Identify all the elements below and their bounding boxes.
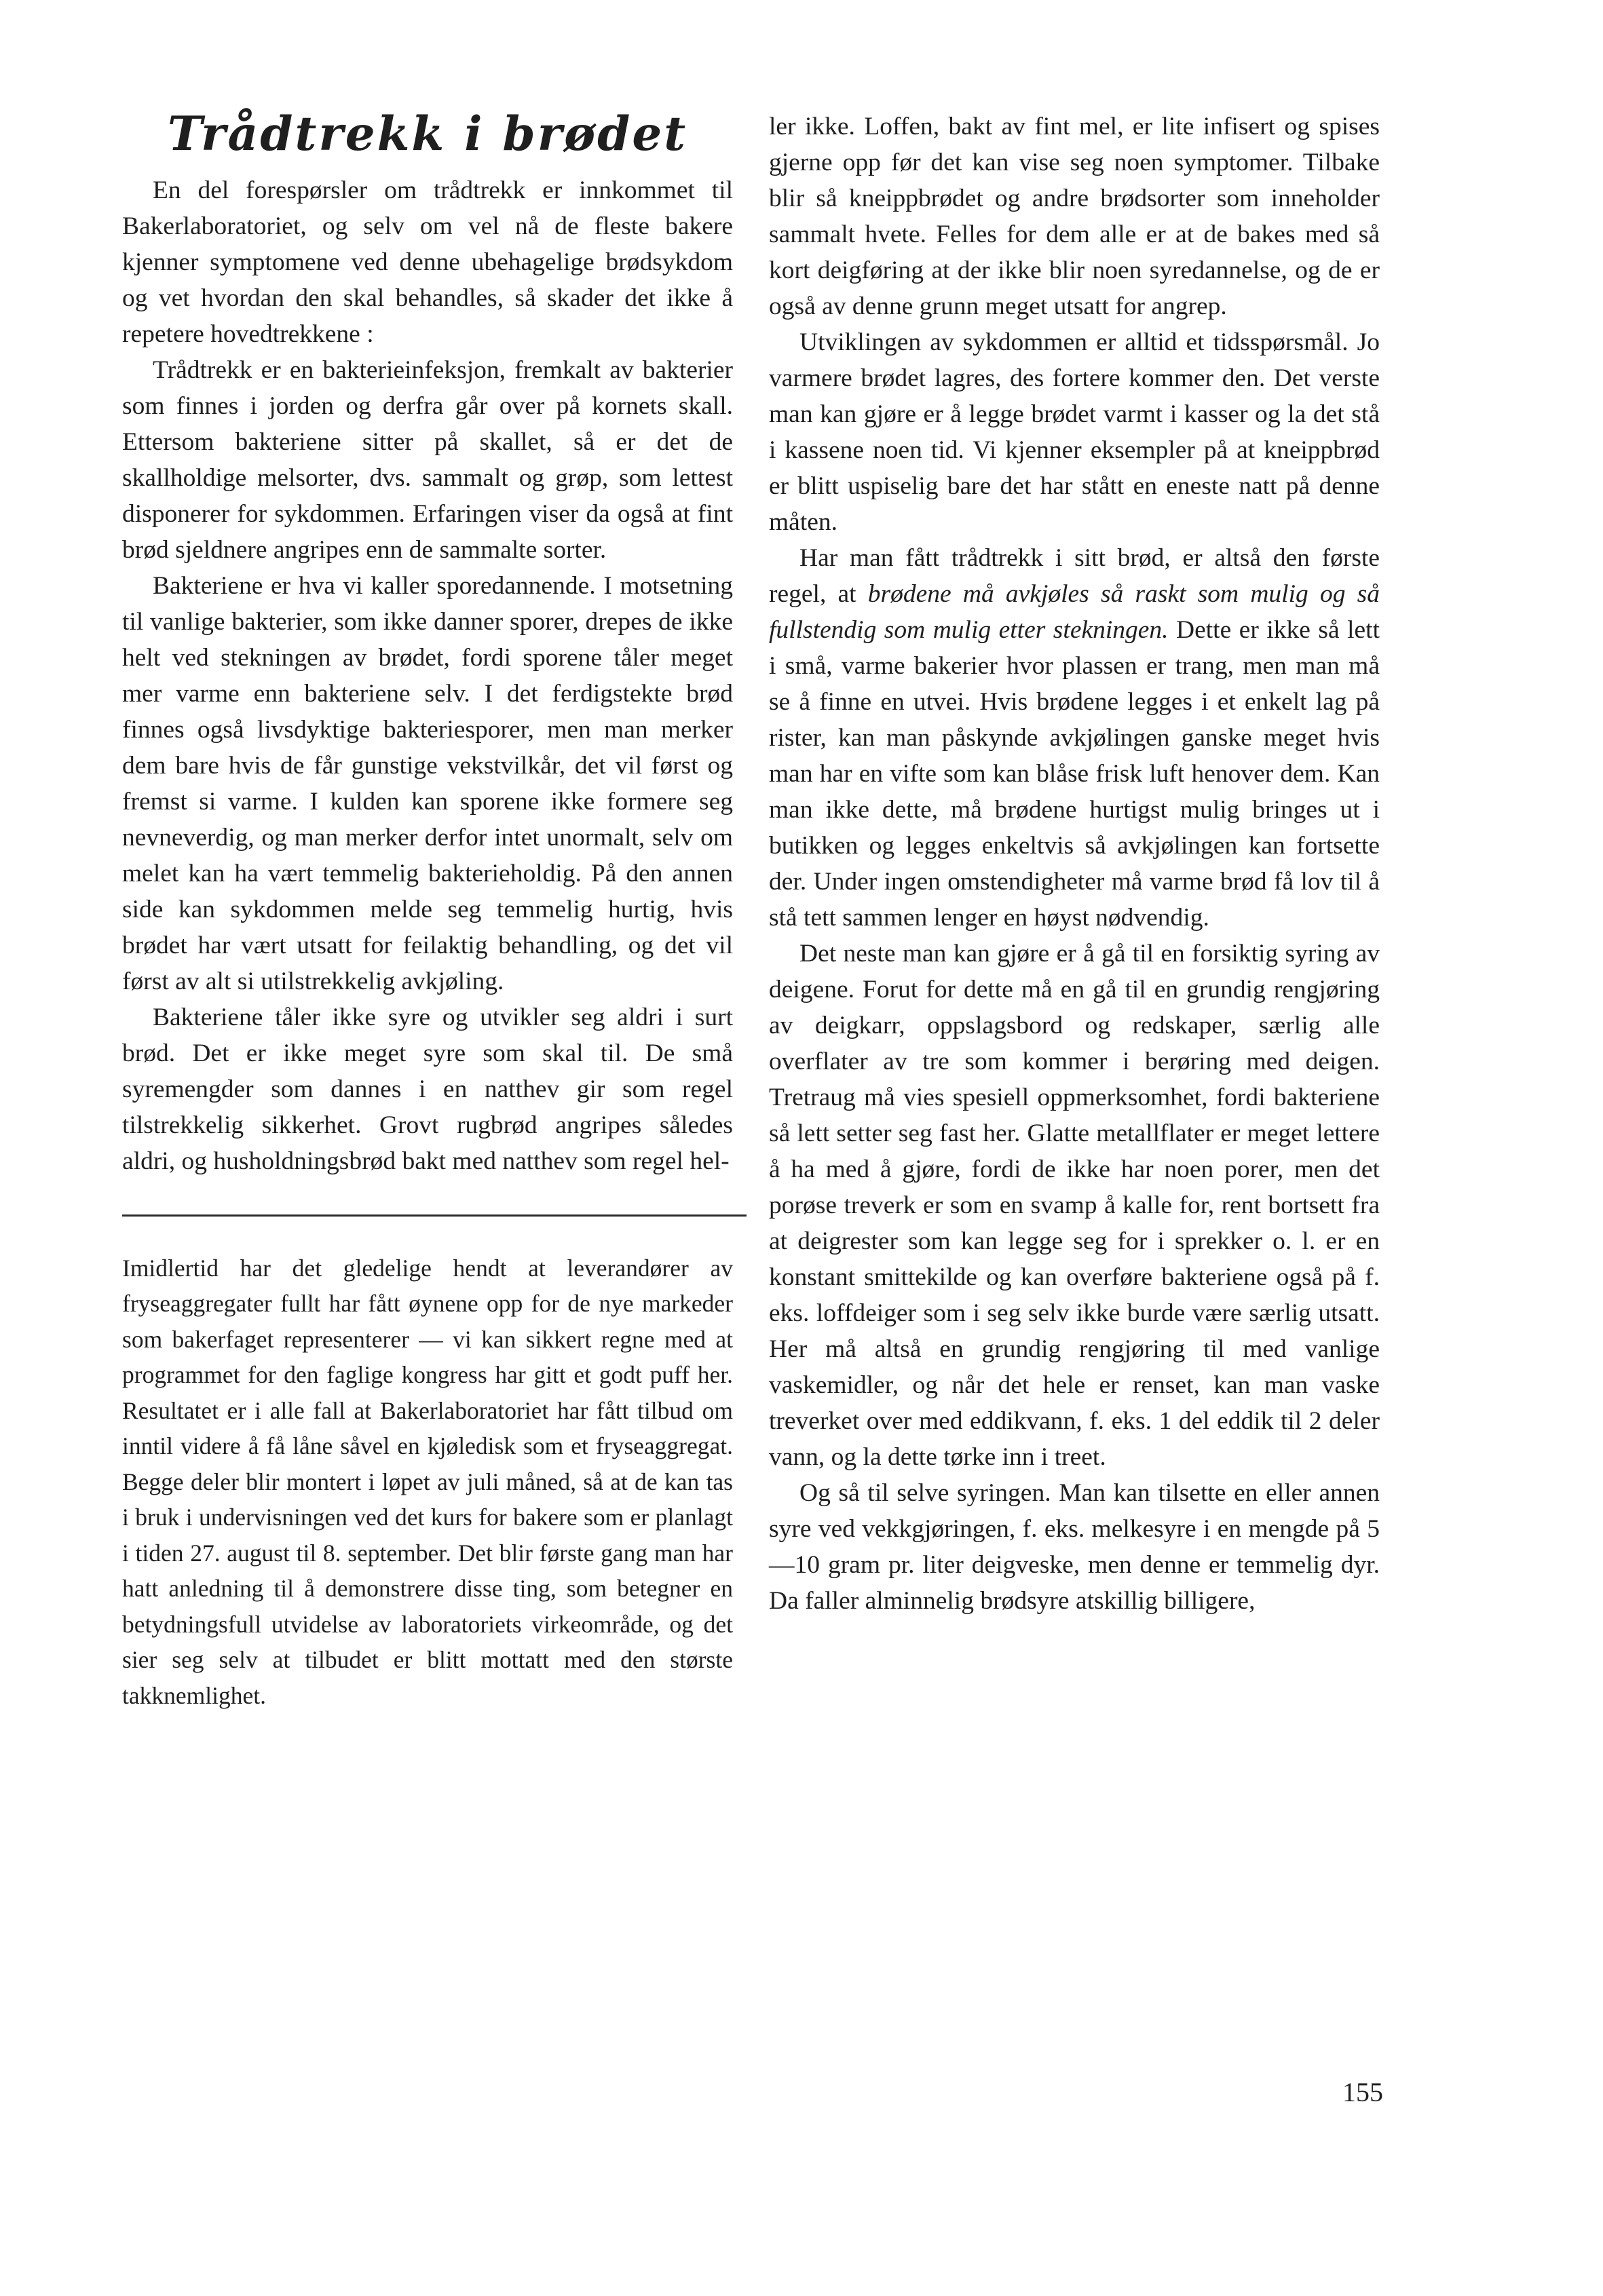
article-title [122,109,733,160]
body-paragraph: Trådtrekk er en bakterieinfeksjon, fremkalt av bakterier som finnes i jorden og derfra går over på kornets skall. Ettersom bakteriene sitter på skallet, så er det de skallholdige melsorter, dvs. sammalt og grøp, som lettest disponerer for sykdommen. Erfaringen viser da også at fint brød sjeldnere angripes enn de sammalte sorter. [122,356,733,564]
sidebar-note [122,1250,733,1714]
body-paragraph: Utviklingen av sykdommen er alltid et tidsspørsmål. Jo varmere brødet lagres, des fortere kommer den. Det verste man kan gjøre er å legge brødet varmt i kasser og la det stå i kassene noen tid. Vi kjenner eksempler på at kneippbrød er blitt uspiselig bare det har stått en eneste natt på denne måten. [769,328,1380,536]
text-run: Har man fått trådtrekk i sitt brød, er altså den første regel, at [769,544,1380,608]
body-paragraph: En del forespørsler om trådtrekk er innkommet til Bakerlaboratoriet, og selv om vel nå de fleste bakere kjenner symptomene ved denne ubehagelige brødsykdom og vet hvordan den skal behandles, så skader det ikke å repetere hovedtrekkene : [122,176,733,348]
body-paragraph: Bakteriene er hva vi kaller sporedannende. I motsetning til vanlige bakterier, som ikke danner sporer, drepes de ikke helt ved stekningen av brødet, fordi sporene tåler meget mer varme enn bakteriene selv. I det ferdigstekte brød finnes også livsdyktige bakteriesporer, men man merker dem bare hvis de får gunstige vekstvilkår, det vil først og fremst si varme. I kulden kan sporene ikke formere seg nevneverdig, og man merker derfor intet unormalt, selv om melet kan ha vært temmelig bakterieholdig. På den annen side kan sykdommen melde seg temmelig hurtig, hvis brødet har vært utsatt for feilaktig behandling, og det vil først av alt si utilstrekkelig avkjøling. [122,571,733,995]
right-column [769,109,1380,1619]
text-run: Dette er ikke så lett i små, varme bakerier hvor plassen er trang, men man må se å finne en utvei. Hvis brødene legges i et enkelt lag på rister, kan man påskynde avkjølingen ganske meget hvis man har en vifte som kan blåse frisk luft henover dem. Kan man ikke dette, må brødene hurtigst mulig bringes ut i butikken og legges enkeltvis så avkjølingen kan fortsette der. Under ingen omstendigheter må varme brød få lov til å stå tett sammen lenger en høyst nødvendig. [769,616,1380,932]
left-column [122,109,733,1713]
page-number: 155 [1342,2077,1383,2107]
body-paragraph: Det neste man kan gjøre er å gå til en forsiktig syring av deigene. Forut for dette må en gå til en grundig rengjøring av deigkarr, oppslagsbord og redskaper, særlig alle overflater av tre som kommer i berøring med deigen. Tretraug må vies spesiell oppmerksomhet, fordi bakteriene så lett setter seg fast her. Glatte metallflater er meget lettere å ha med å gjøre, fordi de ikke har noen porer, men det porøse treverk er som en svamp å kalle for, rent bortsett fra at deigrester som kan legge seg for i sprekker o. l. er en konstant smittekilde og kan overføre bakteriene også på f. eks. loffdeiger som i seg selv ikke burde være særlig utsatt. Her må altså en grundig rengjøring til med vanlige vaskemidler, og når det hele er renset, kan man vaske treverket over med eddikvann, f. eks. 1 del eddik til 2 deler vann, og la dette tørke inn i treet. [769,940,1380,1471]
body-paragraph [769,540,1380,936]
body-paragraph: Og så til selve syringen. Man kan tilsette en eller annen syre ved vekkgjøringen, f. eks. melkesyre i en mengde på 5—10 gram pr. liter deigveske, men denne er temmelig dyr. Da faller alminnelig brødsyre atskillig billigere, [769,1479,1380,1615]
emphasized-text: brødene må avkjøles så raskt som mulig og så fullstendig som mulig etter stekningen. [769,580,1380,644]
body-paragraph: Bakteriene tåler ikke syre og utvikler seg aldri i surt brød. Det er ikke meget syre som skal til. De små syremengder som dannes i en natthev gir som regel tilstrekkelig sikkerhet. Grovt rugbrød angripes således aldri, og husholdningsbrød bakt med natthev som regel hel- [122,1003,733,1175]
body-paragraph: ler ikke. Loffen, bakt av fint mel, er lite infisert og spises gjerne opp før det kan vise seg noen symptomer. Tilbake blir så kneippbrødet og andre brødsorter som inneholder sammalt hvete. Felles for dem alle er at de bakes med så kort deigføring at der ikke blir noen syredannelse, og de er også av denne grunn meget utsatt for angrep. [769,113,1380,320]
separator-rule [122,1214,747,1217]
title-rest: i brødet [446,107,688,161]
note-paragraph: Imidlertid har det gledelige hendt at leverandører av fryseaggregater fullt har fått øynene opp for de nye markeder som bakerfaget representerer — vi kan sikkert regne med at programmet for den faglige kongress har gitt et godt puff her. Resultatet er i alle fall at Bakerlaboratoriet har fått tilbud om inntil videre å få låne såvel en kjøledisk som et fryseaggregat. Begge deler blir montert i løpet av juli måned, så at de kan tas i bruk i undervisningen ved det kurs for bakere som er planlagt i tiden 27. august til 8. september. Det blir første gang man har hatt anledning til å demonstrere disse ting, som betegner en betydningsfull utvidelse av laboratoriets virkeområde, og det sier seg selv at tilbudet er blitt mottatt med den største takknemlighet. [122,1254,733,1709]
title-main: Trådtrekk [167,107,447,161]
